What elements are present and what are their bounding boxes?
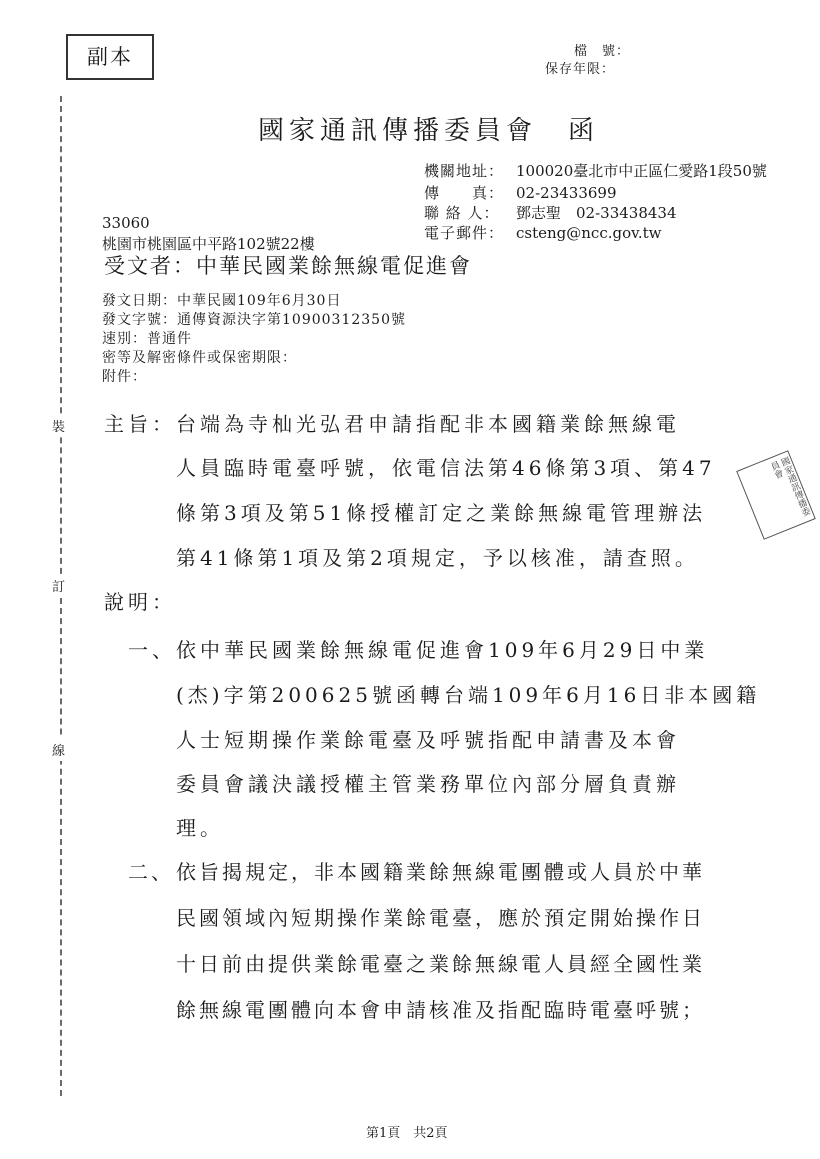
received-stamp: 國家通訊傳播委員會: [736, 450, 816, 540]
item-line: (杰)字第200625號函轉台端109年6月16日非本國籍: [176, 683, 761, 707]
issue-date: 發文日期：中華民國109年6月30日: [102, 293, 342, 309]
copy-label-box: 副本: [66, 34, 154, 80]
security-level: 密等及解密條件或保密期限：: [102, 350, 297, 366]
contact-row: [424, 160, 767, 181]
attachment: 附件：: [102, 369, 147, 385]
subject-line: 人員臨時電臺呼號，依電信法第46條第3項、第47: [176, 456, 716, 480]
page-number: 第1頁 共2頁: [366, 1126, 448, 1141]
file-number-label: 檔 號：: [574, 44, 631, 59]
recipient: 受文者：中華民國業餘無線電促進會: [104, 254, 472, 278]
contact-row: [424, 222, 661, 243]
contact-label: 聯 絡 人：: [424, 204, 500, 222]
document-number: 發文字號：通傳資源決字第10900312350號: [102, 312, 406, 328]
delivery-speed: 速別：普通件: [102, 331, 192, 347]
contact-value: 02-23433699: [516, 184, 617, 202]
item-line: 依中華民國業餘無線電促進會109年6月29日中業: [176, 638, 709, 662]
subject-line: 第41條第1項及第2項規定，予以核准，請查照。: [176, 546, 699, 570]
item-line: 民國領域內短期操作業餘電臺，應於預定開始操作日: [176, 906, 705, 930]
contact-label: 機關地址：: [424, 162, 505, 180]
contact-row: [424, 182, 617, 203]
binding-mark: 線: [52, 738, 65, 761]
recipient-address: 桃園市桃園區中平路102號22樓: [102, 235, 315, 253]
contact-value: csteng@ncc.gov.tw: [516, 224, 662, 242]
recipient-postcode: 33060: [102, 214, 150, 232]
item-line: 依旨揭規定，非本國籍業餘無線電團體或人員於中華: [176, 860, 705, 884]
subject-line: 條第3項及第51條授權訂定之業餘無線電管理辦法: [176, 501, 707, 525]
item-line: 餘無線電團體向本會申請核准及指配臨時電臺呼號；: [176, 998, 705, 1022]
item-number: 二、: [128, 860, 174, 884]
document-title: 國家通訊傳播委員會 函: [258, 116, 600, 146]
binding-mark: 裝: [52, 414, 65, 437]
item-number: 一、: [128, 638, 176, 662]
contact-row: [424, 202, 677, 223]
contact-label: 電子郵件：: [424, 224, 505, 242]
subject-line: 台端為寺杣光弘君申請指配非本國籍業餘無線電: [176, 412, 680, 436]
item-line: 十日前由提供業餘電臺之業餘無線電人員經全國性業: [176, 952, 705, 976]
retention-period-label: 保存年限：: [545, 62, 616, 77]
explanation-label: 說明：: [104, 590, 176, 614]
contact-value: 鄧志聖 02-33438434: [516, 204, 677, 222]
subject-label: 主旨：: [104, 412, 176, 436]
contact-label: 傳 真：: [424, 184, 505, 202]
item-line: 委員會議決議授權主管業務單位內部分層負責辦: [176, 772, 680, 796]
item-line: 理。: [176, 816, 224, 840]
item-line: 人士短期操作業餘電臺及呼號指配申請書及本會: [176, 728, 680, 752]
binding-mark: 訂: [52, 574, 65, 597]
contact-value: 100020臺北市中正區仁愛路1段50號: [516, 162, 767, 180]
